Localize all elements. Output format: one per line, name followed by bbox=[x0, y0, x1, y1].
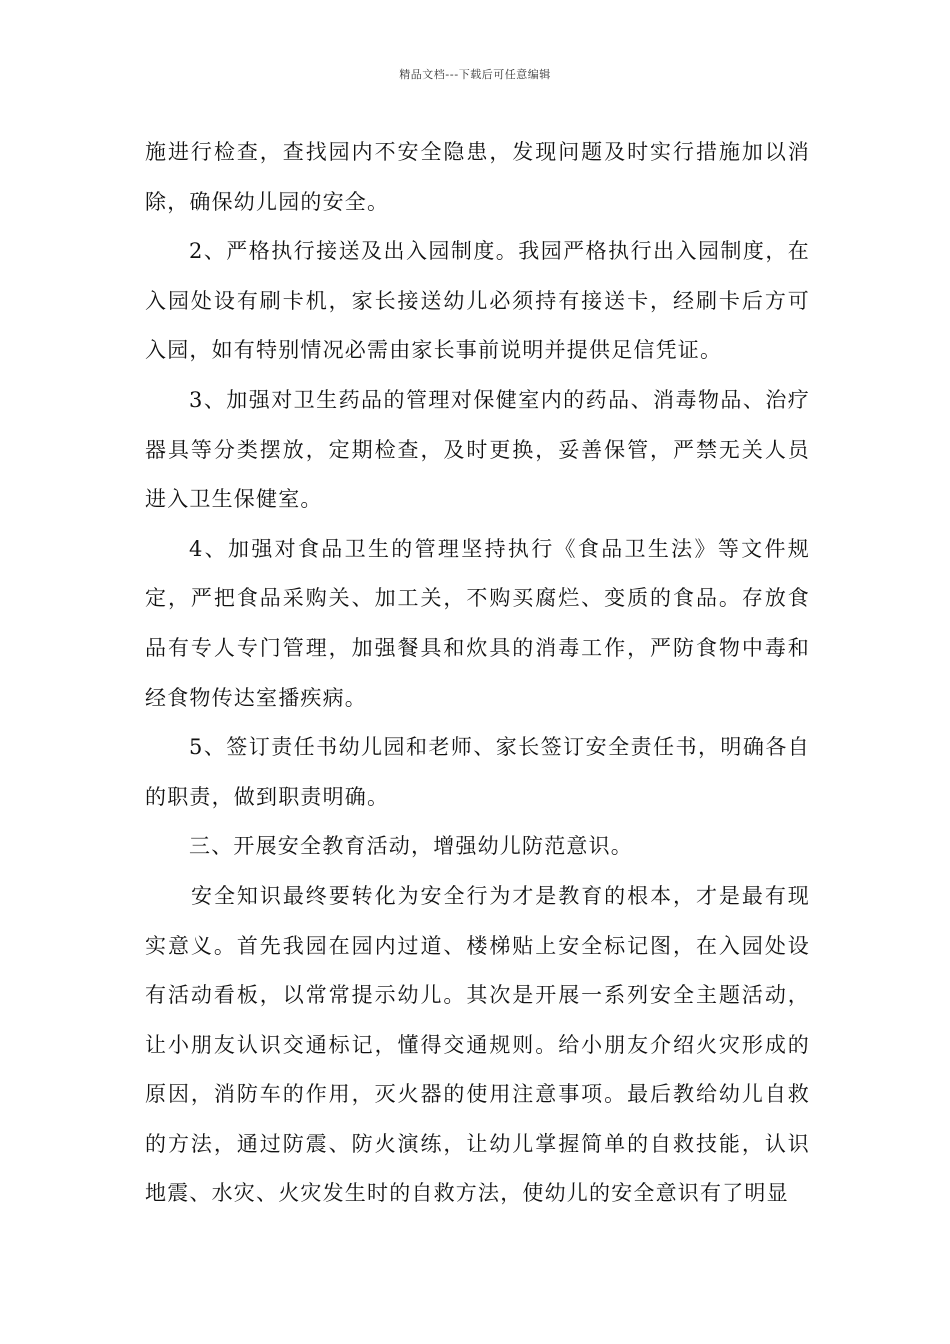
section-heading-3: 三、开展安全教育活动，增强幼儿防范意识。 bbox=[189, 834, 633, 859]
paragraph-continuation: 施进行检查，查找园内不安全隐患，发现问题及时实行措施加以消除，确保幼儿园的安全。 bbox=[145, 140, 810, 214]
paragraph-item-2: 2、严格执行接送及出入园制度。我园严格执行出入园制度，在入园处设有刷卡机，家长接送幼儿必须持有接送卡，经刷卡后方可入园，如有特别情况必需由家长事前说明并提供足信凭证。 bbox=[145, 239, 810, 363]
page-header: 精品文档---下载后可任意编辑 bbox=[399, 68, 551, 81]
paragraph-safety-knowledge: 安全知识最终要转化为安全行为才是教育的根本，才是最有现实意义。首先我园在园内过道、楼梯贴上安全标记图，在入园处设有活动看板，以常常提示幼儿。其次是开展一系列安全主题活动，让小朋友认识交通标记，懂得交通规则。给小朋友介绍火灾形成的原因，消防车的作用，灭火器的使用注意事项。最后教给幼儿自救的方法，通过防震、防火演练，让幼儿掌握简单的自救技能，认识地震、水灾、火灾发生时的自救方法，使幼儿的安全意识有了明显 bbox=[145, 883, 810, 1206]
paragraph-item-3: 3、加强对卫生药品的管理对保健室内的药品、消毒物品、治疗器具等分类摆放，定期检查，及时更换，妥善保管，严禁无关人员进入卫生保健室。 bbox=[145, 387, 810, 512]
document-body bbox=[145, 128, 810, 1219]
paragraph-item-4: 4、加强对食品卫生的管理坚持执行《食品卫生法》等文件规定，严把食品采购关、加工关，不购买腐烂、变质的食品。存放食品有专人专门管理，加强餐具和炊具的消毒工作，严防食物中毒和经食物传达室播疾病。 bbox=[145, 536, 810, 710]
paragraph-item-5: 5、签订责任书幼儿园和老师、家长签订安全责任书，明确各自的职责，做到职责明确。 bbox=[145, 735, 810, 809]
